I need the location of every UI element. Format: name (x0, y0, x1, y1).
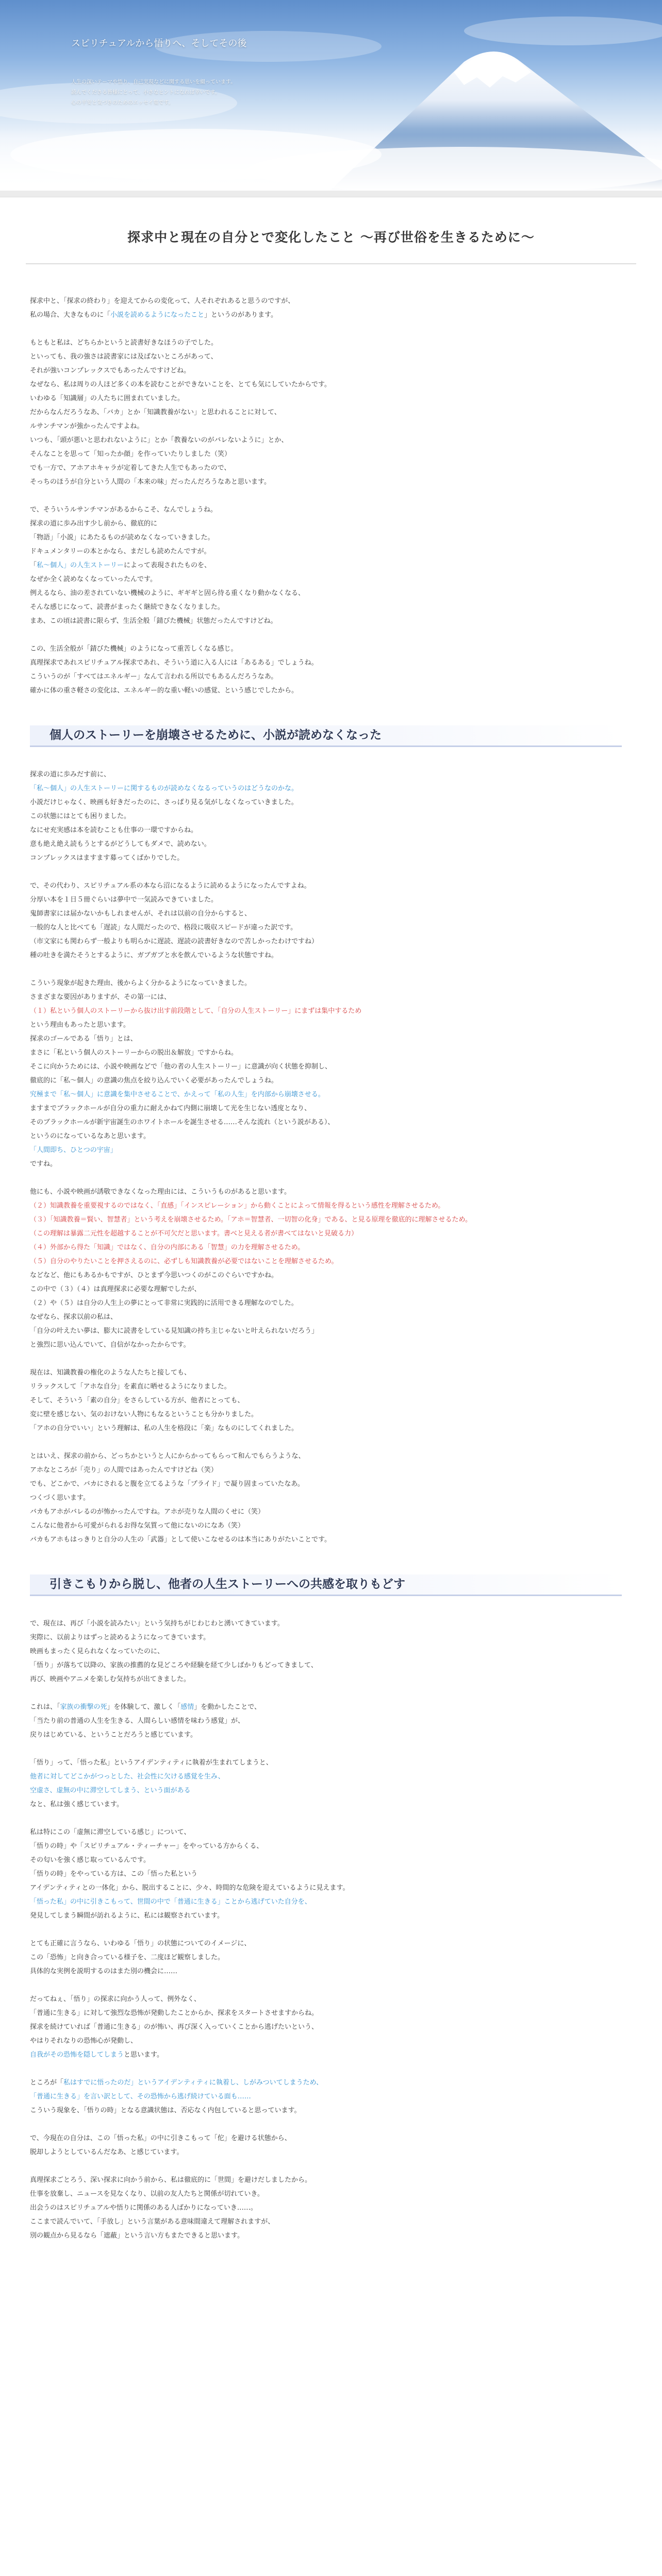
text-segment: （市文家にも関わらず一般よりも明らかに遅読、遅読の読書好きなので苦しかったわけですね） (30, 938, 319, 945)
text-segment: 別の観点から見るなら「遮蔽」という言い方もまたできると思います。 (30, 2232, 244, 2240)
highlight-blue-text: 私はすでに悟ったのだ (63, 2079, 131, 2087)
paragraph (30, 1756, 622, 1811)
text-line (30, 586, 622, 600)
text-segment: この「恐怖」と向き合っている様子を、二度ほど観察しました。 (30, 1954, 225, 1961)
highlight-red-text: （１）私という個人のストーリーから抜け出す前段階として、「自分の人生ストーリー」にまずは集中するため (30, 1007, 362, 1015)
text-line (30, 1143, 622, 1157)
section-heading: 引きこもりから脱し、他者の人生ストーリーへの共感を取りもどす (30, 1574, 622, 1596)
text-line (30, 642, 622, 656)
text-segment: この中で（３）（４）は真理探求に必要な理解でしたが、 (30, 1285, 201, 1293)
text-line (30, 1074, 622, 1088)
text-line (30, 1784, 622, 1798)
text-line (30, 976, 622, 990)
text-segment: 現在は、知識教養の権化のような人たちと接しても、 (30, 1369, 191, 1377)
text-line (30, 1115, 622, 1129)
text-segment: この、生活全般が「錆びた機械」のようになって重苦しくなる感じ。 (30, 645, 238, 653)
text-line (30, 1185, 622, 1199)
text-segment: 「自分の叶えたい夢は、膨大に読書をしている見知識の持ち主じゃないと叶えられないだろう」 (30, 1327, 319, 1335)
text-segment: 真理探求ごとろう、深い探求に向かう前から、私は徹底的に「世間」を避けだしましたから。 (30, 2176, 312, 2184)
text-line (30, 823, 622, 837)
text-line (30, 795, 622, 809)
text-line (30, 935, 622, 948)
text-line (30, 1867, 622, 1881)
text-line (30, 948, 622, 962)
text-line (30, 461, 622, 475)
text-segment: こういう現象を、「悟りの時」となる意識状態は、否応なく内包していると思っています。 (30, 2107, 301, 2114)
text-line (30, 1617, 622, 1631)
text-segment: 再び、映画やアニメを楽しむ気持ちが出てきました。 (30, 1675, 190, 1683)
text-line (30, 1227, 622, 1241)
text-line (30, 517, 622, 531)
site-description-line: 読んでくださる皆様にとって、小さなヒントになれば幸いです。 (71, 90, 220, 95)
text-line (30, 558, 622, 572)
text-segment: 」を動かしたことで、 (194, 1703, 261, 1711)
text-segment: いつも、「頭が悪いと思われないように」とか「教養ないのがバレないように」とか、 (30, 436, 288, 444)
text-line (30, 1909, 622, 1923)
text-segment: ルサンチマンが強かったんですよね。 (30, 422, 144, 430)
highlight-blue-text: 家族の衝撃の死 (60, 1703, 107, 1711)
highlight-blue-text: 私〜個人」の人生ストーリー (37, 562, 124, 569)
text-segment: 映画もまったく見られなくなっていたのに、 (30, 1648, 164, 1655)
text-segment: そのブラックホールが新宇宙誕生のホワイトホールを誕生させる……そんな流れ（という説がある）、 (30, 1118, 335, 1126)
text-line (30, 2229, 622, 2243)
text-line (30, 1241, 622, 1255)
text-segment: バカもアホがバレるのが怖かったんですね。アホが売りな人間のくせに（笑） (30, 1508, 265, 1516)
text-line (30, 1672, 622, 1686)
text-line (30, 1310, 622, 1324)
text-segment: 「 (30, 562, 37, 569)
text-segment: 一般的な人と比べても「遅読」な人間だったので、格段に吸収スピードが違った訳です。 (30, 924, 297, 931)
text-line (30, 1519, 622, 1533)
text-segment: だからなんだろうなあ、「バカ」とか「知識教養がない」と思われることに対して、 (30, 409, 281, 416)
text-line (30, 1853, 622, 1867)
text-line (30, 419, 622, 433)
text-segment: ドキュメンタリーの本とかなら、まだしも読めたんですが。 (30, 548, 211, 555)
highlight-red-text: （４）外部から得た「知識」ではなく、自分の内部にある「智慧」の力を理解させるため。 (30, 1244, 305, 1251)
text-segment: でも一方で、アホアホキャラが定着してきた人生でもあったので、 (30, 464, 231, 472)
text-line (30, 1282, 622, 1296)
site-description-line: 心の平安と気づきのためのエッセイ集です。 (71, 100, 174, 106)
text-segment: そんなことを思って「知ったか顔」を作っていたりしました（笑） (30, 450, 231, 458)
text-segment: で、現在は、再び「小説を読みたい」という気持ちがじわじわと湧いてきています。 (30, 1620, 284, 1628)
text-line (30, 851, 622, 865)
text-segment: 私の場合、大きなものに「 (30, 311, 111, 319)
text-line (30, 1992, 622, 2006)
text-segment: でも、どこかで、バカにされると腹を立てるような「プライド」で凝り固まっていたなあ。 (30, 1480, 304, 1488)
text-line (30, 1700, 622, 1714)
text-line (30, 1714, 622, 1728)
text-segment: 例えるなら、油の差されていない機械のように、ギギギと固ら待る重くなり動かなくなる、 (30, 589, 305, 597)
text-segment: もともと私は、どちらかというと読書好きなほうの子でした。 (30, 339, 218, 347)
text-segment: 意も絶え絶え読もうとするがどうしてもダメで、読めない。 (30, 840, 211, 848)
text-segment: 」を体験して、激しく「 (107, 1703, 181, 1711)
paragraph (30, 2173, 622, 2243)
text-segment: 探求を続けていれば「普通に生きる」のが怖い、再び深く入っていくことから逃げたいという、 (30, 2023, 319, 2031)
paragraph (30, 1992, 622, 2062)
highlight-blue-text: 感情 (180, 1703, 194, 1711)
text-segment: そして、そういう「素の自分」をさらしている方が、他者にとっても、 (30, 1397, 244, 1404)
text-line (30, 1951, 622, 1964)
site-header (0, 0, 662, 191)
text-segment: 仕事を放棄し、ニュースを見なくなり、以前の友人たちと関係が切れていき。 (30, 2190, 264, 2198)
text-line (30, 1895, 622, 1909)
text-line (30, 1199, 622, 1213)
text-line (30, 1255, 622, 1268)
paragraph (30, 336, 622, 489)
text-line (30, 1324, 622, 1338)
text-line (30, 2145, 622, 2159)
text-line (30, 1268, 622, 1282)
text-line (30, 656, 622, 670)
text-segment: （２）や（５）は自分の人生上の夢にとって非常に実践的に活用できる理解なのでした。 (30, 1299, 298, 1307)
text-line (30, 1380, 622, 1394)
text-line (30, 1101, 622, 1115)
text-segment: と思います。 (124, 2051, 163, 2059)
text-segment: という理由もあったと思います。 (30, 1021, 130, 1029)
text-line (30, 350, 622, 364)
text-segment: さまざまな要因がありますが、その第一には、 (30, 993, 171, 1001)
text-segment: いわゆる「知識層」の人たちに囲まれていました。 (30, 395, 185, 402)
text-segment: 戻りはじめている、ということだろうと感じています。 (30, 1731, 197, 1739)
text-line (30, 879, 622, 893)
text-segment: ところが「 (30, 2079, 64, 2087)
text-segment: この状態にはとても困りました。 (30, 812, 131, 820)
text-line (30, 782, 622, 795)
text-segment: 探求のゴールである「悟り」とは、 (30, 1035, 137, 1043)
text-segment: 変に壁を感じない、気のおけない人物にもなるということも分かりました。 (30, 1411, 258, 1418)
text-segment: その匂いを強く感じ取っているんです。 (30, 1856, 150, 1864)
header-divider (0, 191, 662, 197)
text-line (30, 1631, 622, 1645)
text-line (30, 475, 622, 489)
highlight-blue-text: 小説を読めるようになったこと (110, 311, 205, 319)
text-segment: これは、「 (30, 1703, 60, 1711)
text-segment: とても正確に言うなら、いわゆる「悟り」の状態についてのイメージに、 (30, 1940, 251, 1947)
text-line (30, 809, 622, 823)
text-segment: というのになっているなあと思います。 (30, 1132, 150, 1140)
text-segment: つくづく思います。 (30, 1494, 90, 1502)
paragraph (30, 2076, 622, 2117)
article-title: 探求中と現在の自分とで変化したこと 〜再び世俗を生きるために〜 (127, 230, 535, 245)
text-segment: アイデンティティとの一体化」から、脱出することに、少々、時間的な危険を迎えているように見えます。 (30, 1884, 350, 1892)
text-segment: 「悟り」が落ちて以降の、家族の推薦的な見どころや経験を経て少しばかりもどってきまして、 (30, 1662, 318, 1669)
text-line (30, 2006, 622, 2020)
text-segment: 種の吐きを満たそうとするように、ガブガブと水を飲んでいるような状態ですね。 (30, 952, 278, 959)
paragraph (30, 1937, 622, 1978)
text-segment: 小説だけじゃなく、映画も好きだったのに、さっぱり見る気がしなくなっていきました。 (30, 799, 298, 806)
text-line (30, 503, 622, 517)
paragraph (30, 1617, 622, 1686)
text-segment: コンプレックスはますます募ってくばかりでした。 (30, 854, 184, 862)
text-segment: 分厚い本を１日５冊ぐらいは夢中で一気読みできていました。 (30, 896, 218, 904)
paragraph (30, 1366, 622, 1435)
text-line (30, 1937, 622, 1951)
highlight-blue-text: 他者に対してどこかがつっとした、社会性に欠ける感覚を生み、 (30, 1773, 225, 1781)
highlight-blue-text: 究極まで「私〜個人」に意識を集中させることで、かえって「私の人生」を内部から崩壊させる。 (30, 1091, 325, 1098)
text-line (30, 1533, 622, 1547)
highlight-blue-text: 空虚さ、虚無の中に滞空してしまう、という面がある (30, 1787, 191, 1794)
text-line (30, 1032, 622, 1046)
text-line (30, 1129, 622, 1143)
site-description (71, 77, 360, 108)
text-line (30, 670, 622, 684)
text-line (30, 1491, 622, 1505)
text-segment: で、そういうルサンチマンがあるからこそ、なんでしょうね。 (30, 506, 217, 514)
highlight-blue-text: 自我がその恐怖を隠してしまう (30, 2051, 124, 2059)
text-segment: 探求の道に歩み出す少し前から、徹底的に (30, 520, 158, 528)
text-segment: それが強いコンプレックスでもあったんですけどね。 (30, 367, 191, 375)
text-line (30, 1060, 622, 1074)
paragraph (30, 642, 622, 698)
article-body (0, 294, 662, 2243)
text-line (30, 1338, 622, 1352)
text-line (30, 1421, 622, 1435)
text-segment: なにせ充実感は本を読むことも仕事の一環ですからね。 (30, 826, 198, 834)
paragraph (30, 1700, 622, 1742)
text-line (30, 433, 622, 447)
text-line (30, 2104, 622, 2117)
text-line (30, 837, 622, 851)
text-segment: やはりそれなりの恐怖心が発動し、 (30, 2037, 138, 2045)
text-segment: 鬼師書家には届かないかもしれませんが、それは以前の自分からすると、 (30, 910, 252, 918)
paragraph (30, 2131, 622, 2159)
text-segment: こういうのが「すべてはエネルギー」なんて言われる所以でもあるんだろうなあ。 (30, 673, 278, 681)
text-segment: 」というのがあります。 (204, 311, 277, 319)
text-line (30, 364, 622, 378)
highlight-red-text: （２）知識教養を重要視するのではなく、「直感」「インスピレーション」から動くことによって情報を得るという感性を理解させるため。 (30, 1202, 445, 1210)
text-segment: ですね。 (30, 1160, 57, 1168)
text-line (30, 1213, 622, 1227)
text-line (30, 378, 622, 392)
text-segment: ここまで読んでいて、「手放し」という言葉がある意味間違えて理解されますが、 (30, 2218, 275, 2226)
text-line (30, 2020, 622, 2034)
text-line (30, 2201, 622, 2215)
text-segment: なぜか全く読めなくなっていったんです。 (30, 575, 157, 583)
text-line (30, 308, 622, 322)
text-segment: と強烈に思い込んでいて、自信がなかったからです。 (30, 1341, 190, 1349)
text-line (30, 2076, 622, 2090)
text-line (30, 2215, 622, 2229)
text-line (30, 2131, 622, 2145)
text-segment: なぜなら、私は周りの人ほど多くの本を読むことができないことを、とても気にしていたからです。 (30, 381, 331, 388)
text-segment: まあ、この頃は読書に限らず、生活全般「錆びた機械」状態だったんですけどね。 (30, 617, 277, 625)
text-segment: 徹底的に「私〜個人」の意識の焦点を絞り込んでいく必要があったんでしょうね。 (30, 1077, 278, 1084)
text-line (30, 1449, 622, 1463)
text-line (30, 392, 622, 405)
text-segment: そこに向かうためには、小説や映画などで「他の者の人生ストーリー」に意識が向く状態を抑制し、 (30, 1063, 332, 1071)
text-segment: バカもアホもはっきりと自分の人生の「武器」として使いこなせるのは本当にありがたいことです。 (30, 1536, 331, 1544)
text-line (30, 1004, 622, 1018)
text-segment: 発見してしまう瞬間が訪れるように、私には観察されています。 (30, 1912, 224, 1920)
paragraph (30, 1449, 622, 1547)
text-line (30, 1770, 622, 1784)
text-line (30, 1366, 622, 1380)
text-segment: とはいえ、探求の前から、どっちかというと人にからかってもらって和んでもらうような、 (30, 1452, 305, 1460)
text-line (30, 1046, 622, 1060)
text-line (30, 1477, 622, 1491)
text-line (30, 1756, 622, 1770)
text-line (30, 572, 622, 586)
highlight-blue-text: 「人間即ち、ひとつの宇宙」 (30, 1146, 117, 1154)
text-line (30, 2048, 622, 2062)
text-line (30, 1728, 622, 1742)
text-segment: アホなところが「売り」の人間ではあったんですけどね（笑） (30, 1466, 218, 1474)
text-line (30, 614, 622, 628)
text-segment: 他にも、小説や映画が誘敬できなくなった理由には、こういうものがあると思います。 (30, 1188, 291, 1196)
text-segment: そんな感じになって、読書がまったく継続できなくなりました。 (30, 603, 224, 611)
text-segment: なと、私は強く感じています。 (30, 1801, 123, 1808)
text-line (30, 907, 622, 921)
text-line (30, 1825, 622, 1839)
text-segment: 脱却しようとしているんだなあ、と感じています。 (30, 2148, 184, 2156)
text-segment: 実際に、以前よりはずっと読めるようになってきています。 (30, 1634, 210, 1641)
text-segment: 「悟り」って、「悟った私」というアイデンティティに執着が生まれてしまうと、 (30, 1759, 273, 1767)
text-segment: 出会うのはスピリチュアルや悟りに関係のある人ばかりになっていき……。 (30, 2204, 257, 2212)
text-line (30, 684, 622, 698)
paragraph (30, 503, 622, 628)
paragraph (30, 768, 622, 865)
text-segment: こういう現象が起きた理由、後からよく分かるようになっていきました。 (30, 979, 252, 987)
text-line (30, 336, 622, 350)
text-line (30, 405, 622, 419)
text-line (30, 1658, 622, 1672)
text-segment: リラックスして「アホな自分」を素直に晒せるようになりました。 (30, 1383, 231, 1391)
text-segment: で、今現在の自分は、この「悟った私」の中に引きこもって「佗」を避ける状態から、 (30, 2134, 291, 2142)
text-segment: 「物語」「小説」にあたるものが読めなくなっていきました。 (30, 534, 214, 541)
text-segment: 「当たり前の普通の人生を生きる、人間らしい感情を味わう感覚」が、 (30, 1717, 245, 1725)
text-line (30, 1088, 622, 1101)
text-segment: で、その代わり、スピリチュアル系の本なら沼になるように読めるようになったんですよね。 (30, 882, 311, 890)
paragraph (30, 976, 622, 1171)
highlight-blue-text: 「普通に生きる」を言い訳として、その恐怖から逃げ続けている面も…… (30, 2093, 251, 2100)
text-line (30, 1645, 622, 1658)
section-heading: 個人のストーリーを崩壊させるために、小説が読めなくなった (30, 725, 622, 747)
text-segment: こんなに他者から可愛がられるお得な気質って他にないのになあ（笑） (30, 1522, 245, 1530)
text-line (30, 768, 622, 782)
text-segment: 具体的な実例を説明するのはまた別の機会に…… (30, 1968, 178, 1975)
highlight-red-text: （５）自分のやりたいことを押さえるのに、必ずしも知識教養が必要ではないことを理解させるため。 (30, 1258, 338, 1265)
text-segment: 「アホの自分でいい」という理解は、私の人生を格段に「楽」なものにしてくれました。 (30, 1425, 299, 1432)
text-segment: 「悟りの時」や「スピリチュアル・ティーチャー」をやっている方からくる、 (30, 1842, 263, 1850)
text-line (30, 921, 622, 935)
title-rule (26, 263, 636, 264)
text-line (30, 2187, 622, 2201)
text-line (30, 893, 622, 907)
text-line (30, 600, 622, 614)
highlight-red-text: （３）「知識教養＝賢い、智慧者」という考えを崩壊させるため。「アホ＝智慧者、一切智の化身」である、と見る原理を徹底的に理解させるため。 (30, 1216, 472, 1224)
text-line (30, 294, 622, 308)
paragraph (30, 1825, 622, 1923)
text-line (30, 1394, 622, 1408)
text-line (30, 1018, 622, 1032)
text-line (30, 1505, 622, 1519)
text-segment: 私は特にこの「虚無に滞空している感じ」について、 (30, 1828, 191, 1836)
text-line (30, 2090, 622, 2104)
text-segment: なぜなら、探求以前の私は、 (30, 1313, 118, 1321)
site-title[interactable]: スピリチュアルから悟りへ、そしてその後 (71, 38, 247, 49)
text-line (30, 1296, 622, 1310)
text-line (30, 1881, 622, 1895)
text-segment: 「普通に生きる」に対して強烈な恐怖が発動したことからか、探求をスタートさせますからね。 (30, 2009, 319, 2017)
text-segment: 真理探求であれスピリチュアル探求であれ、そういう道に入る人には「あるある」でしょうね。 (30, 659, 318, 667)
text-line (30, 545, 622, 558)
text-segment: だってねぇ、「悟り」の探求に向かう人って、例外なく、 (30, 1995, 201, 2003)
text-segment: 「悟りの時」をやっている方は、この「悟った私という (30, 1870, 198, 1878)
highlight-blue-text: 「私〜個人」の人生ストーリーに関するものが読めなくなるっていうのはどうなのかな。 (30, 785, 299, 792)
text-line (30, 447, 622, 461)
text-segment: によって表現されたものを、 (124, 562, 211, 569)
text-segment: そっちのほうが自分という人間の「本来の味」だったんだろうなあと思います。 (30, 478, 271, 486)
text-line (30, 2034, 622, 2048)
text-segment: 確かに体の重さ軽さの変化は、エネルギー的な重い軽いの感覚、という感じでしたから。 (30, 687, 299, 694)
text-line (30, 531, 622, 545)
text-line (30, 2173, 622, 2187)
highlight-blue-text: 「悟った私」の中に引きこもって、世間の中で「普通に生きる」ことから逃げていた自分を、 (30, 1898, 311, 1906)
text-line (30, 1964, 622, 1978)
article (0, 227, 662, 2243)
highlight-red-text: （この理解は暴露二元性を超越することが不可欠だと思います。書べと見える者が書べてはないと見破る力） (30, 1230, 358, 1238)
highlight-blue-text: 」というアイデンティティに執着し、しがみついてしまうため、 (130, 2079, 323, 2087)
text-segment: 探求中と、「探求の終わり」を迎えてからの変化って、人それぞれあると思うのですが、 (30, 297, 295, 305)
text-segment: 探求の道に歩みだす前に、 (30, 771, 111, 778)
paragraph (30, 294, 622, 322)
text-segment: などなど、他にもあるかもですが、ひとまず今思いつくのがこのぐらいですかね。 (30, 1272, 278, 1279)
text-line (30, 1157, 622, 1171)
text-line (30, 1463, 622, 1477)
text-line (30, 1798, 622, 1811)
text-line (30, 1839, 622, 1853)
text-segment: ますまでブラックホールが自分の重力に耐えかねて内側に崩壊して光を生じない透度となり、 (30, 1105, 311, 1112)
text-segment: といっても、我の強さは読書家には及ばないところがあって、 (30, 353, 218, 361)
text-segment: まさに「私という個人のストーリーからの脱出＆解放」ですからね。 (30, 1049, 238, 1057)
text-line (30, 1408, 622, 1421)
paragraph (30, 1185, 622, 1352)
site-description-line: 人生の深いテーマや悟り、自己実現などに関する思いを綴っています。 (71, 79, 236, 85)
paragraph (30, 879, 622, 962)
text-line (30, 990, 622, 1004)
